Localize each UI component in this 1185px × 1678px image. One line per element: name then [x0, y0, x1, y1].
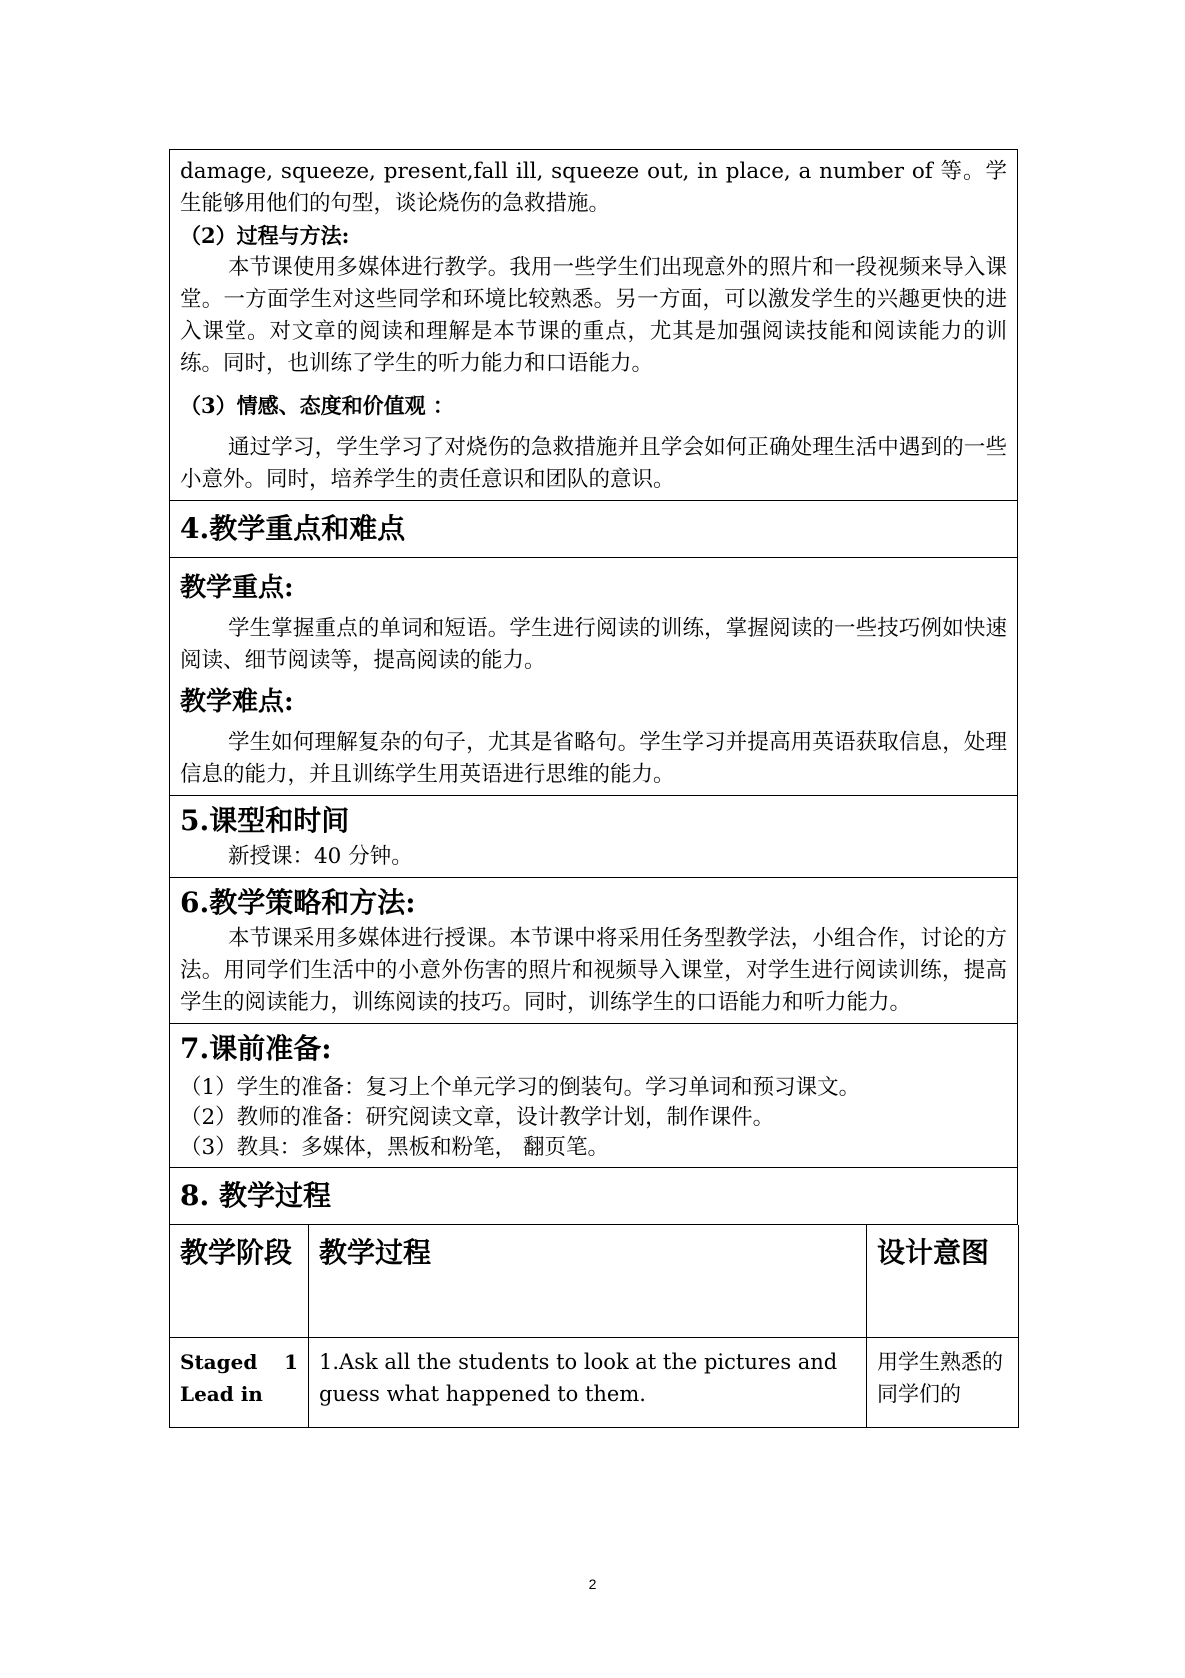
- stage-name: Lead in: [180, 1381, 263, 1406]
- section-7-heading: 7.课前准备:: [180, 1032, 332, 1065]
- section-8-heading: 8. 教学过程: [180, 1179, 331, 1212]
- intent-cell: 用学生熟悉的同学们的: [867, 1337, 1019, 1427]
- emotion-text: 通过学习，学生学习了对烧伤的急救措施并且学会如何正确处理生活中遇到的一些小意外。同时，培养学生的责任意识和团队的意识。: [180, 435, 1007, 492]
- section-4-heading-row: [169, 501, 1018, 558]
- stage-number: 1: [284, 1349, 298, 1374]
- emotion-heading: （3）情感、态度和价值观 ：: [180, 393, 454, 418]
- prep-item-tools: （3）教具：多媒体，黑板和粉笔， 翻页笔。: [180, 1135, 610, 1160]
- table-header-row: [170, 1225, 1019, 1337]
- section-5-heading: 5.课型和时间: [180, 804, 350, 837]
- section-7: [169, 1024, 1018, 1168]
- teaching-process-table: [169, 1225, 1019, 1428]
- section-4-heading: 4.教学重点和难点: [180, 512, 406, 545]
- page-number: 2: [588, 1576, 597, 1592]
- difficult-points-heading: 教学难点:: [180, 687, 294, 717]
- lesson-plan-page: [169, 149, 1018, 1428]
- section-8-heading-row: [169, 1168, 1018, 1225]
- key-points-text: 学生掌握重点的单词和短语。学生进行阅读的训练，掌握阅读的一些技巧例如快速阅读、细节阅读等，提高阅读的能力。: [180, 616, 1007, 673]
- prep-item-teacher: （2）教师的准备：研究阅读文章，设计教学计划，制作课件。: [180, 1105, 775, 1130]
- section-4-content: [169, 558, 1018, 796]
- column-header-process: 教学过程: [309, 1225, 867, 1337]
- objectives-vocabulary-text: damage, squeeze, present,fall ill, squeeze out, in place, a number of 等。学生能够用他们的句型，谈论烧伤的急救措施。: [180, 159, 1007, 216]
- section-5: [169, 796, 1018, 878]
- difficult-points-text: 学生如何理解复杂的句子，尤其是省略句。学生学习并提高用英语获取信息，处理信息的能力，并且训练学生用英语进行思维的能力。: [180, 730, 1007, 787]
- objectives-continued-section: [169, 149, 1018, 501]
- stage-cell: [170, 1337, 309, 1427]
- section-6-heading: 6.教学策略和方法:: [180, 886, 416, 919]
- prep-item-students: （1）学生的准备：复习上个单元学习的倒装句。学习单词和预习课文。: [180, 1075, 861, 1100]
- table-row: [170, 1337, 1019, 1427]
- key-points-heading: 教学重点:: [180, 573, 294, 603]
- column-header-stage: 教学阶段: [170, 1225, 309, 1337]
- section-5-text: 新授课：40 分钟。: [228, 844, 413, 869]
- process-method-text: 本节课使用多媒体进行教学。我用一些学生们出现意外的照片和一段视频来导入课堂。一方面学生对这些同学和环境比较熟悉。另一方面，可以激发学生的兴趣更快的进入课堂。对文章的阅读和理解是本节课的重点，尤其是加强阅读技能和阅读能力的训练。同时，也训练了学生的听力能力和口语能力。: [180, 255, 1007, 376]
- stage-word: Staged: [180, 1349, 258, 1374]
- process-method-heading: （2）过程与方法:: [180, 223, 350, 248]
- process-cell: 1.Ask all the students to look at the pictures and guess what happened to them.: [309, 1337, 867, 1427]
- section-6: [169, 878, 1018, 1024]
- column-header-intent: 设计意图: [867, 1225, 1019, 1337]
- section-6-text: 本节课采用多媒体进行授课。本节课中将采用任务型教学法，小组合作，讨论的方法。用同学们生活中的小意外伤害的照片和视频导入课堂，对学生进行阅读训练，提高学生的阅读能力，训练阅读的技巧。同时，训练学生的口语能力和听力能力。: [180, 926, 1007, 1015]
